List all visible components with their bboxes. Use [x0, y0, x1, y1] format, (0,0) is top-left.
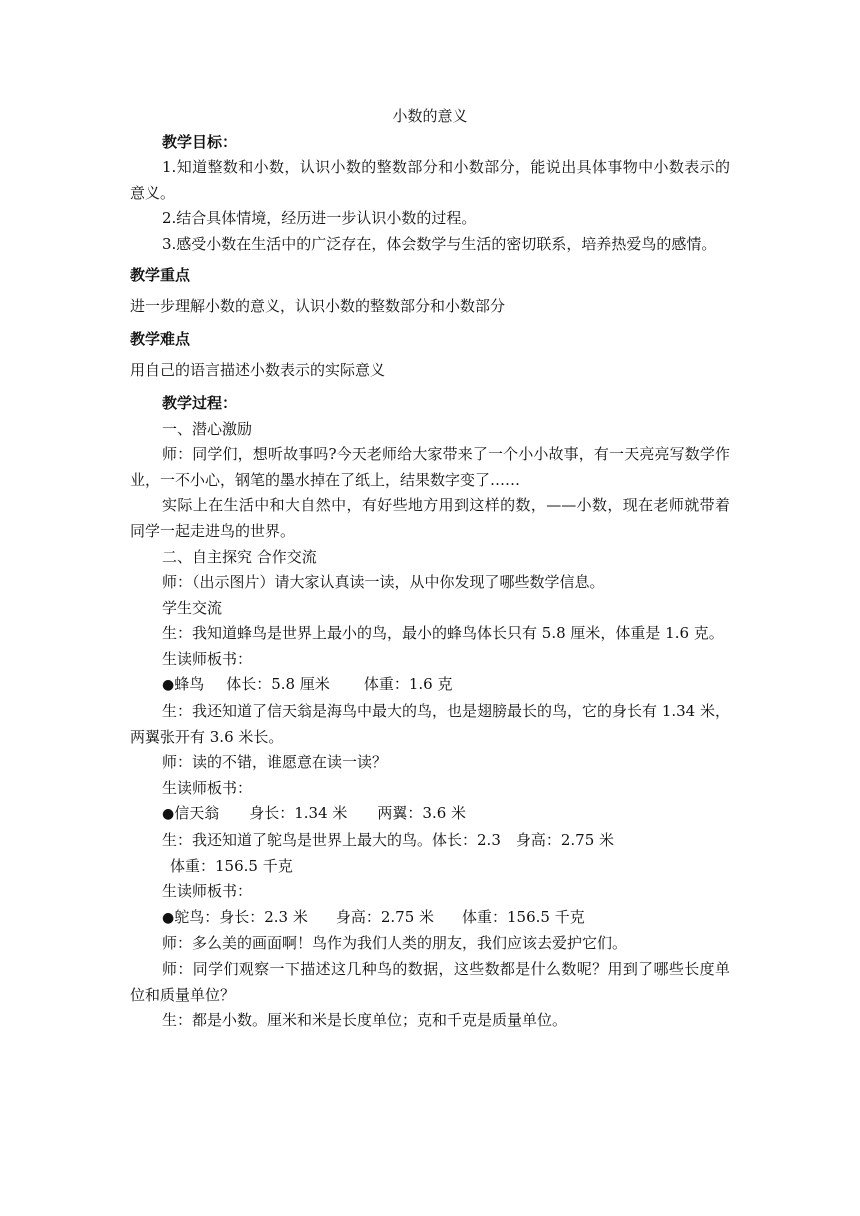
- section-heading-2: 二、自主探究 合作交流: [162, 547, 317, 566]
- paragraph-teacher-praise: 师：读的不错，谁愿意在读一读？: [162, 753, 388, 772]
- bird-weight: 体重：1.6 克: [363, 675, 453, 694]
- bird-name-length: 鸵鸟：身长：2.3 米: [174, 907, 308, 926]
- paragraph-answer-units: 生：都是小数。厘米和米是长度单位；克和千克是质量单位。: [162, 1011, 568, 1030]
- key-point-heading: 教学重点: [130, 265, 191, 284]
- board-line-hummingbird: [130, 672, 730, 699]
- paragraph-albatross: 生：我还知道了信天翁是海鸟中最大的鸟，也是翅膀最长的鸟，它的身长有 1.34 米，两翼张开有 3.6 米长。: [130, 702, 730, 746]
- paragraph-ostrich: 生：我还知道了鸵鸟是世界上最大的鸟。体长：2.3 身高：2.75 米: [162, 831, 615, 850]
- bird-height: 身高：2.75 米: [335, 907, 435, 926]
- goals-heading: 教学目标：: [162, 132, 238, 151]
- bird-name: 蜂鸟: [174, 675, 205, 694]
- paragraph-question-units: 师：同学们观察一下描述这几种鸟的数据，这些数都是什么数呢？用到了哪些长度单位和质量单位？: [130, 960, 730, 1004]
- paragraph-board-note-3: 生读师板书：: [162, 882, 253, 901]
- paragraph-hummingbird: 生：我知道蜂鸟是世界上最小的鸟，最小的蜂鸟体长只有 5.8 厘米，体重是 1.6 克。: [162, 624, 724, 643]
- paragraph-board-note-1: 生读师板书：: [162, 649, 253, 668]
- document-page: [130, 104, 730, 1034]
- bullet-icon: ●: [162, 806, 175, 823]
- bird-wingspan: 两翼：3.6 米: [377, 804, 467, 823]
- document-title: 小数的意义: [392, 107, 468, 125]
- goal-item-3: 3.感受小数在生活中的广泛存在，体会数学与生活的密切联系，培养热爱鸟的感情。: [162, 234, 717, 253]
- board-line-albatross: [130, 801, 730, 828]
- goal-item-2: 2.结合具体情境，经历进一步认识小数的过程。: [162, 209, 477, 228]
- paragraph-story: 师：同学们，想听故事吗?今天老师给大家带来了一个小小故事，有一天亮亮写数学作业，一不小心，钢笔的墨水掉在了纸上，结果数字变了……: [130, 445, 730, 489]
- paragraph-show-picture: 师：（出示图片）请大家认真读一读，从中你发现了哪些数学信息。: [162, 573, 605, 592]
- bird-length: 身长：1.34 米: [249, 804, 348, 823]
- difficulty-text: 用自己的语言描述小数表示的实际意义: [130, 361, 386, 380]
- bird-name: 信天翁: [174, 804, 220, 823]
- paragraph-intro: 实际上在生活中和大自然中，有好些地方用到这样的数，——小数，现在老师就带着同学一起走进鸟的世界。: [130, 496, 730, 540]
- key-point-text: 进一步理解小数的意义，认识小数的整数部分和小数部分: [130, 297, 506, 316]
- board-line-ostrich: [130, 905, 730, 932]
- difficulty-heading: 教学难点: [130, 329, 191, 348]
- bird-weight: 体重：156.5 千克: [462, 907, 585, 926]
- paragraph-ostrich-weight: 体重：156.5 千克: [170, 856, 293, 875]
- section-heading-1: 一、潜心激励: [162, 419, 253, 438]
- bird-length: 体长：5.8 厘米: [226, 675, 330, 694]
- goal-item-1: 1.知道整数和小数，认识小数的整数部分和小数部分，能说出具体事物中小数表示的意义。: [130, 158, 730, 202]
- bullet-icon: ●: [162, 677, 175, 694]
- paragraph-board-note-2: 生读师板书：: [162, 778, 253, 797]
- process-heading: 教学过程：: [162, 393, 238, 412]
- paragraph-protect-birds: 师：多么美的画面啊！鸟作为我们人类的朋友，我们应该去爱护它们。: [162, 934, 628, 953]
- bullet-icon: ●: [162, 909, 175, 926]
- paragraph-student-exchange: 学生交流: [162, 598, 223, 617]
